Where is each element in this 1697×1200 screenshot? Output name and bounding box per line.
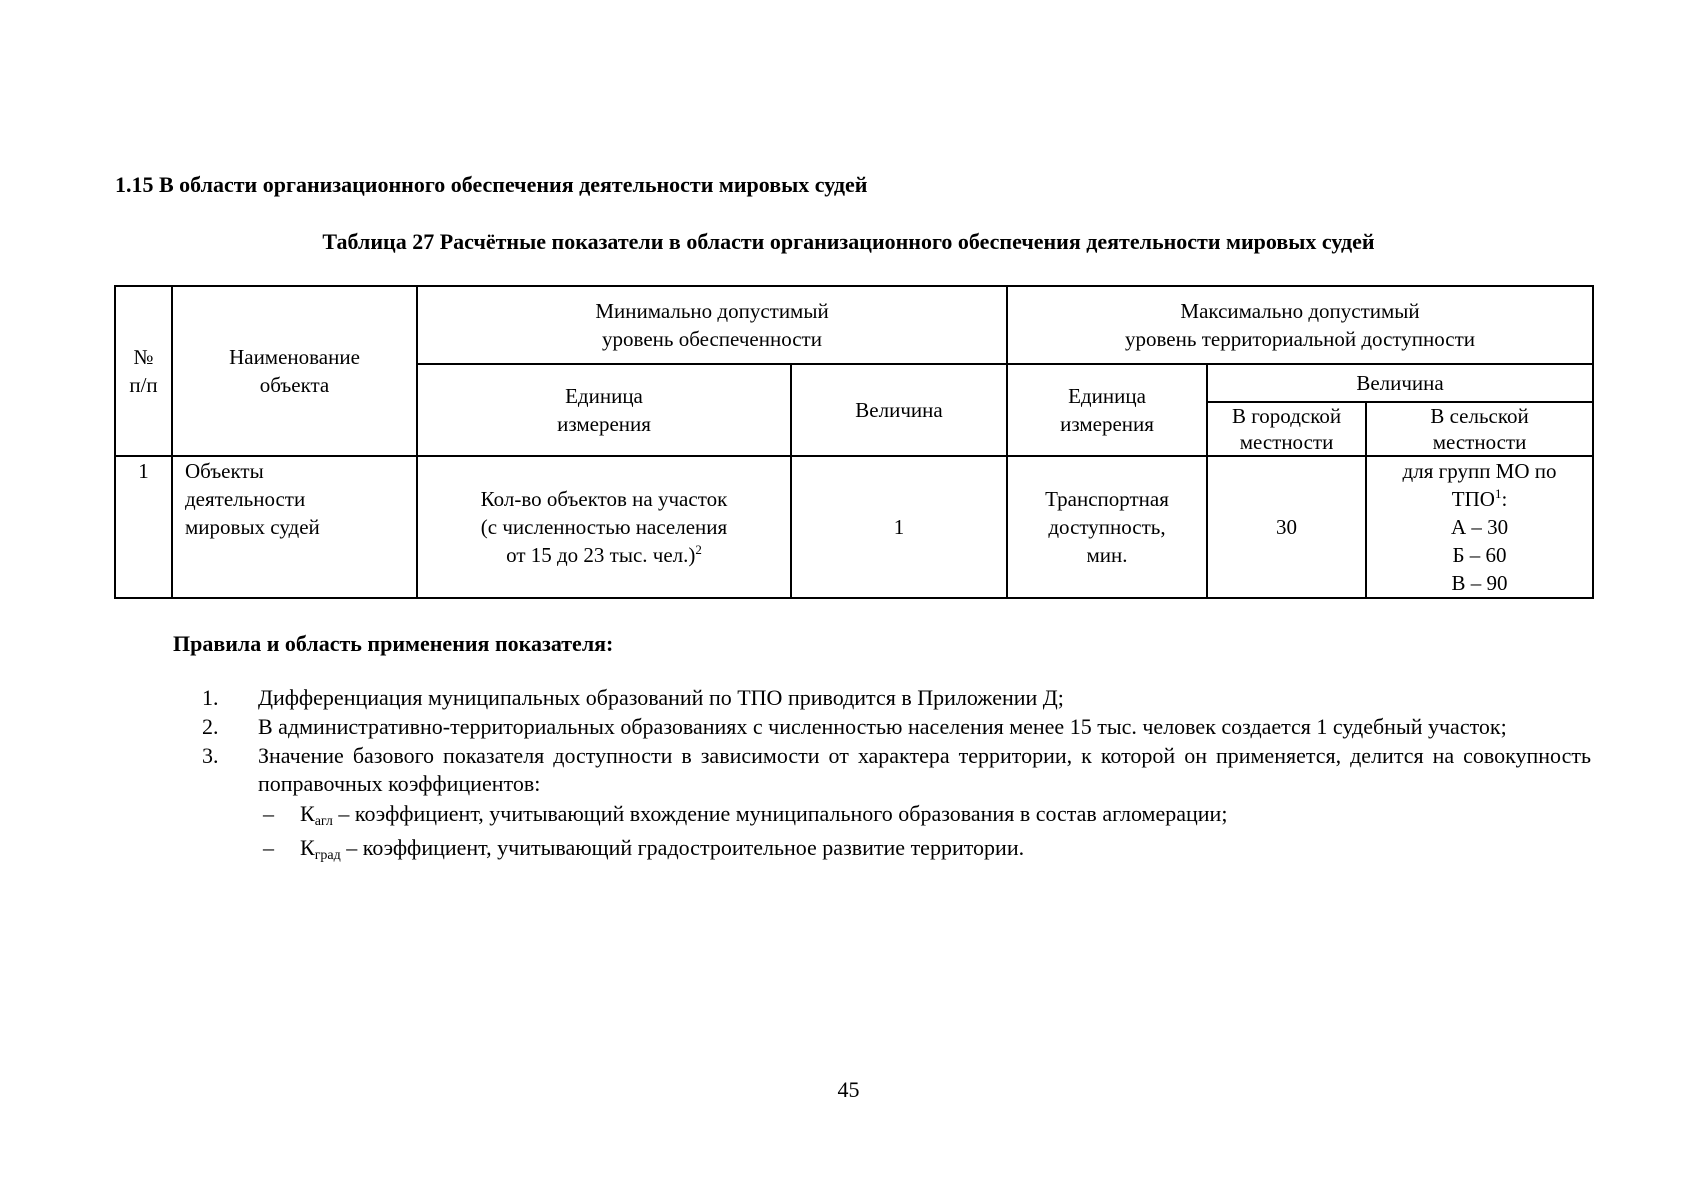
row-min-value: 1 [791, 456, 1007, 598]
row-num: 1 [115, 456, 172, 598]
indicators-table [114, 285, 1594, 599]
row-min-unit-line1: Кол-во объектов на участок [480, 487, 728, 511]
row-rural-line2-suffix: : [1501, 487, 1508, 511]
row-min-unit-line3: от 15 до 23 тыс. чел.) [506, 543, 696, 567]
header-rural-line1: В сельской [1430, 404, 1529, 428]
coefficient-symbol [300, 801, 333, 829]
header-num-line2: п/п [129, 373, 158, 397]
rules-list [0, 684, 1697, 867]
row-min-unit-line2: (с численностью населения [480, 515, 728, 539]
page-number: 45 [837, 1077, 860, 1102]
footnote-1-marker: 1 [1494, 486, 1502, 501]
rule-text: Дифференциация муниципальных образований по ТПО приводится в Приложении Д; [258, 685, 1064, 710]
rule-text: В административно-территориальных образованиях с численностью населения менее 15 тыс. человек создается 1 судебный участок; [258, 714, 1507, 739]
header-row-1 [115, 286, 1593, 364]
coefficient-description: – коэффициент, учитывающий градостроительное развитие территории. [340, 835, 1025, 860]
header-max-level-line2: уровень территориальной доступности [1125, 327, 1476, 351]
header-name-line2: объекта [259, 373, 330, 397]
coefficient-subscript: агл [314, 814, 333, 829]
coefficient-list [258, 800, 1591, 866]
table-caption: Таблица 27 Расчётные показатели в области организационного обеспечения деятельности мировых судей [322, 229, 1375, 254]
header-unit-line1: Единица [565, 384, 643, 408]
row-min-unit [417, 456, 791, 598]
header-num-line1: № [133, 345, 154, 369]
header-min-level-line2: уровень обеспеченности [602, 327, 822, 351]
rule-number: 2. [202, 714, 219, 739]
header-max-level-line1: Максимально допустимый [1180, 299, 1420, 323]
coefficient-subscript: град [314, 848, 341, 863]
header-num [115, 286, 172, 456]
row-max-unit [1007, 456, 1207, 598]
row-rural-line2-wrap [1373, 485, 1586, 513]
coefficient-item [0, 800, 1591, 832]
header-rural [1366, 402, 1593, 456]
row-rural-line2: ТПО [1451, 487, 1495, 511]
rule-text: Значение базового показателя доступности в зависимости от характера территории, к которой он применяется, делится на совокупность поправочных коэффициентов: [258, 743, 1591, 796]
row-name-line3: мировых судей [185, 515, 320, 539]
header-value-2: Величина [1207, 364, 1593, 402]
header-unit [417, 364, 791, 456]
header-name-line1: Наименование [229, 345, 360, 369]
row-max-unit-line2: доступность, [1048, 515, 1166, 539]
row-name [172, 456, 417, 598]
footnote-2-marker: 2 [695, 542, 702, 557]
row-name-line2: деятельности [185, 487, 306, 511]
row-rural-line5: В – 90 [1451, 571, 1508, 595]
coefficient-description: – коэффициент, учитывающий вхождение муниципального образования в состав агломерации; [332, 801, 1228, 826]
row-name-line1: Объекты [185, 459, 264, 483]
row-max-unit-line3: мин. [1086, 543, 1128, 567]
header-min-level-line1: Минимально допустимый [595, 299, 829, 323]
header-unit-2 [1007, 364, 1207, 456]
rule-number: 1. [202, 685, 219, 710]
header-min-level [417, 286, 1007, 364]
header-rural-line2: местности [1432, 430, 1527, 454]
row-rural-line3: А – 30 [1450, 515, 1509, 539]
row-min-unit-line3-wrap [424, 541, 784, 569]
row-rural-line1: для групп МО по [1402, 459, 1557, 483]
header-urban-line2: местности [1239, 430, 1334, 454]
header-name [172, 286, 417, 456]
row-max-unit-line1: Транспортная [1045, 487, 1169, 511]
header-value: Величина [791, 364, 1007, 456]
rules-heading: Правила и область применения показателя: [173, 631, 614, 656]
coefficient-letter: К [300, 835, 315, 860]
header-unit-line2: измерения [557, 412, 651, 436]
coefficient-letter: К [300, 801, 315, 826]
list-item [0, 684, 1591, 712]
header-urban-line1: В городской [1231, 404, 1342, 428]
list-item [0, 713, 1591, 741]
row-rural-value [1366, 456, 1593, 598]
header-urban [1207, 402, 1366, 456]
coefficient-symbol [300, 835, 341, 863]
section-heading: 1.15 В области организационного обеспечения деятельности мировых судей [115, 172, 868, 197]
table-row [115, 456, 1593, 598]
header-max-level [1007, 286, 1593, 364]
list-item [0, 742, 1591, 866]
row-rural-line4: Б – 60 [1452, 543, 1507, 567]
dash-bullet: – [263, 835, 274, 860]
dash-bullet: – [263, 801, 274, 826]
rule-number: 3. [202, 743, 219, 768]
header-unit2-line1: Единица [1068, 384, 1146, 408]
coefficient-item [0, 834, 1591, 866]
row-urban-value: 30 [1207, 456, 1366, 598]
header-unit2-line2: измерения [1060, 412, 1154, 436]
